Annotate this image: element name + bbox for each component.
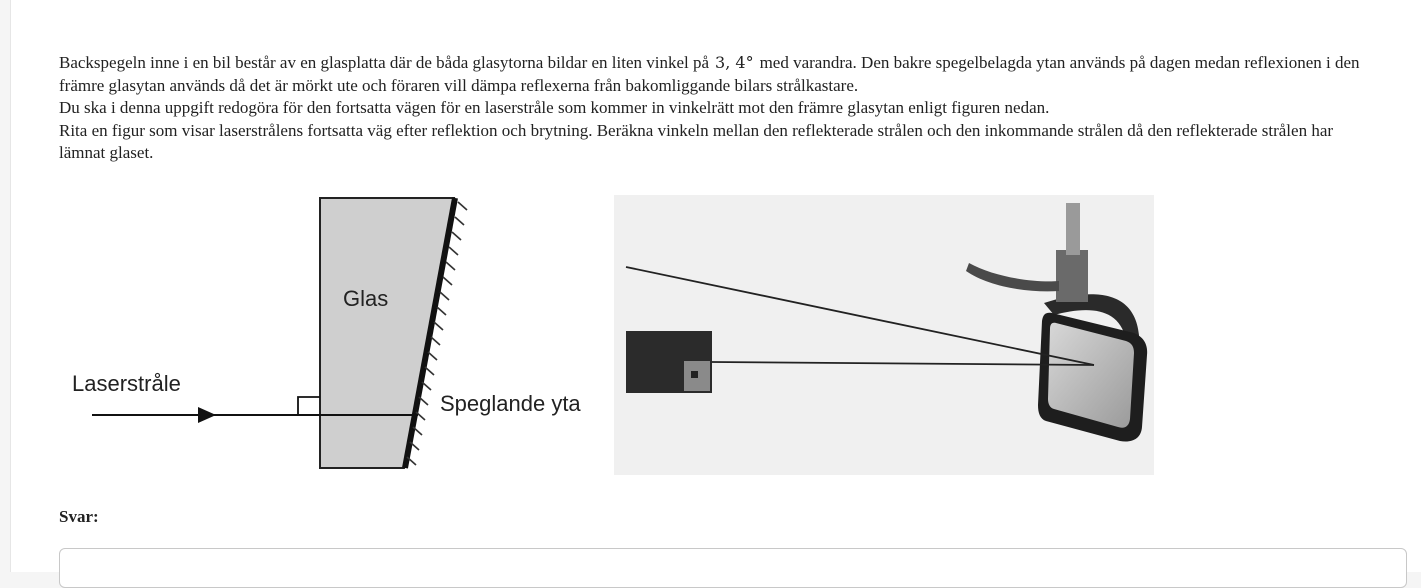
question-p1-before: Backspegeln inne i en bil består av en glasplatta där de båda glasytorna bildar en liten vinkel på: [59, 53, 710, 72]
answer-label: Svar:: [59, 507, 99, 526]
glass-label: Glas: [343, 286, 389, 311]
laser-arrow: [198, 407, 216, 423]
right-angle-marker: [298, 397, 320, 415]
mirror-mount-top: [1066, 203, 1080, 255]
answer-input[interactable]: [59, 548, 1407, 588]
question-p1-after: med varandra. Den bakre spegelbelagda ytan används på dagen medan reflexionen i den främre glasytan används då det är mörkt ute och föraren vill dämpa reflexerna från bakomliggande bilars strålkastare.: [59, 53, 1360, 95]
laser-device-dot: [691, 371, 698, 378]
angle-value: 3, 4°: [715, 53, 754, 72]
mirror-label: Speglande yta: [440, 391, 581, 416]
mirror-photo-figure: [614, 195, 1154, 475]
glass-plate: [320, 198, 454, 468]
question-paragraph-3: Rita en figur som visar laserstrålens fortsatta väg efter reflektion och brytning. Beräkna vinkeln mellan den reflekterade strålen och den inkommande strålen då den reflekterade strålen har lämnat glaset.: [59, 120, 1334, 162]
mirror-mount-post: [1056, 250, 1088, 302]
question-text: [59, 52, 1379, 165]
laser-label: Laserstråle: [72, 371, 181, 396]
question-paragraph-2: Du ska i denna uppgift redogöra för den fortsatta vägen för en laserstråle som kommer in vinkelrätt mot den främre glasytan enligt figuren nedan.: [59, 98, 1050, 117]
glass-schematic-figure: [62, 190, 602, 480]
question-paragraph-1: [59, 52, 1379, 97]
